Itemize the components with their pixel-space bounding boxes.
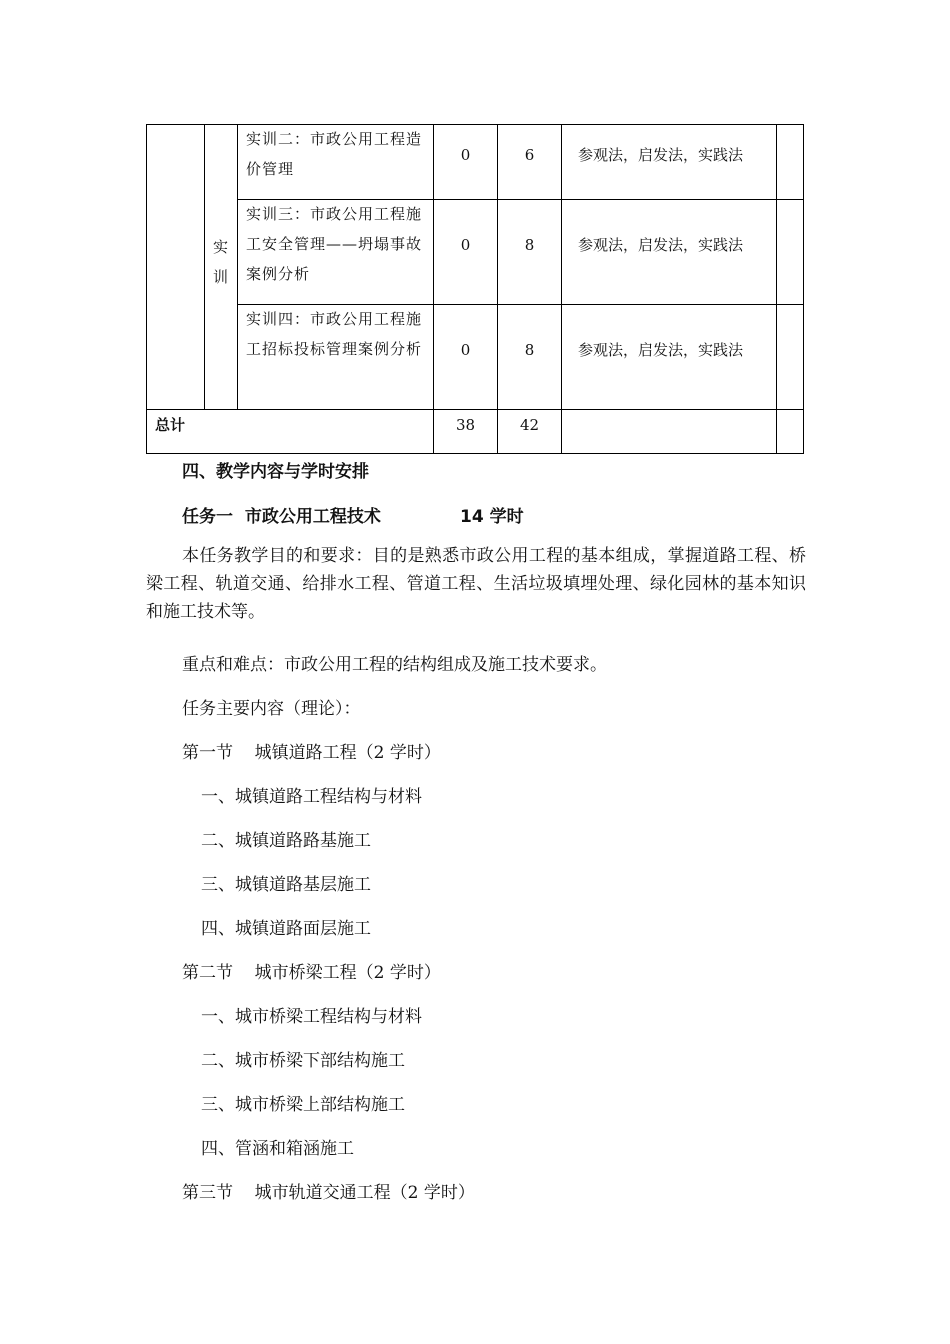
total-practice: 42 bbox=[519, 416, 540, 434]
table-row-theory: 0 bbox=[460, 236, 471, 254]
total-label: 总计 bbox=[155, 416, 186, 434]
list-item: 二、城镇道路路基施工 bbox=[201, 831, 371, 851]
table-row-practice: 8 bbox=[524, 236, 535, 254]
section-title: 第三节 城市轨道交通工程（2 学时） bbox=[182, 1183, 475, 1203]
group-label bbox=[204, 232, 237, 292]
section-title: 第一节 城镇道路工程（2 学时） bbox=[182, 743, 441, 763]
table-row-theory: 0 bbox=[460, 341, 471, 359]
table-border-right bbox=[803, 124, 804, 454]
list-item: 二、城市桥梁下部结构施工 bbox=[201, 1051, 405, 1071]
table-row-practice: 8 bbox=[524, 341, 535, 359]
list-item: 一、城镇道路工程结构与材料 bbox=[201, 787, 422, 807]
col-divider bbox=[497, 124, 498, 454]
table-row-course: 实训三：市政公用工程施工安全管理——坍塌事故案例分析 bbox=[246, 205, 423, 283]
table-row-practice: 6 bbox=[524, 146, 535, 164]
table-border-bottom bbox=[146, 453, 804, 454]
section-heading: 四、教学内容与学时安排 bbox=[182, 462, 369, 482]
purpose-paragraph: 本任务教学目的和要求：目的是熟悉市政公用工程的基本组成，掌握道路工程、桥梁工程、轨道交通、给排水工程、管道工程、生活垃圾填埋处理、绿化园林的基本知识和施工技术等。 bbox=[146, 546, 806, 622]
group-label-line: 训 bbox=[212, 268, 228, 286]
table-row-method: 参观法，启发法，实践法 bbox=[578, 341, 744, 359]
list-item: 三、城镇道路基层施工 bbox=[201, 875, 371, 895]
main-content-label: 任务主要内容（理论）： bbox=[182, 699, 361, 719]
table-border-top bbox=[146, 124, 804, 125]
table-border-left bbox=[146, 124, 147, 454]
table-row-course: 实训四：市政公用工程施工招标投标管理案例分析 bbox=[246, 310, 423, 358]
table-row-course: 实训二：市政公用工程造价管理 bbox=[246, 130, 423, 178]
col-divider bbox=[561, 124, 562, 454]
col-divider bbox=[433, 124, 434, 454]
task-hours: 14 学时 bbox=[460, 507, 524, 527]
group-label-line: 实 bbox=[212, 238, 228, 256]
list-item: 三、城市桥梁上部结构施工 bbox=[201, 1095, 405, 1115]
col-divider bbox=[237, 124, 238, 409]
list-item: 四、城镇道路面层施工 bbox=[201, 919, 371, 939]
section-title: 第二节 城市桥梁工程（2 学时） bbox=[182, 963, 441, 983]
col-divider bbox=[776, 124, 777, 454]
total-theory: 38 bbox=[455, 416, 476, 434]
list-item: 四、管涵和箱涵施工 bbox=[201, 1139, 354, 1159]
list-item: 一、城市桥梁工程结构与材料 bbox=[201, 1007, 422, 1027]
table-row-method: 参观法，启发法，实践法 bbox=[578, 236, 744, 254]
course-table bbox=[146, 124, 804, 454]
table-row-theory: 0 bbox=[460, 146, 471, 164]
key-points: 重点和难点：市政公用工程的结构组成及施工技术要求。 bbox=[182, 655, 607, 675]
task-title: 任务一 市政公用工程技术 bbox=[182, 507, 381, 527]
table-row-method: 参观法，启发法，实践法 bbox=[578, 146, 744, 164]
